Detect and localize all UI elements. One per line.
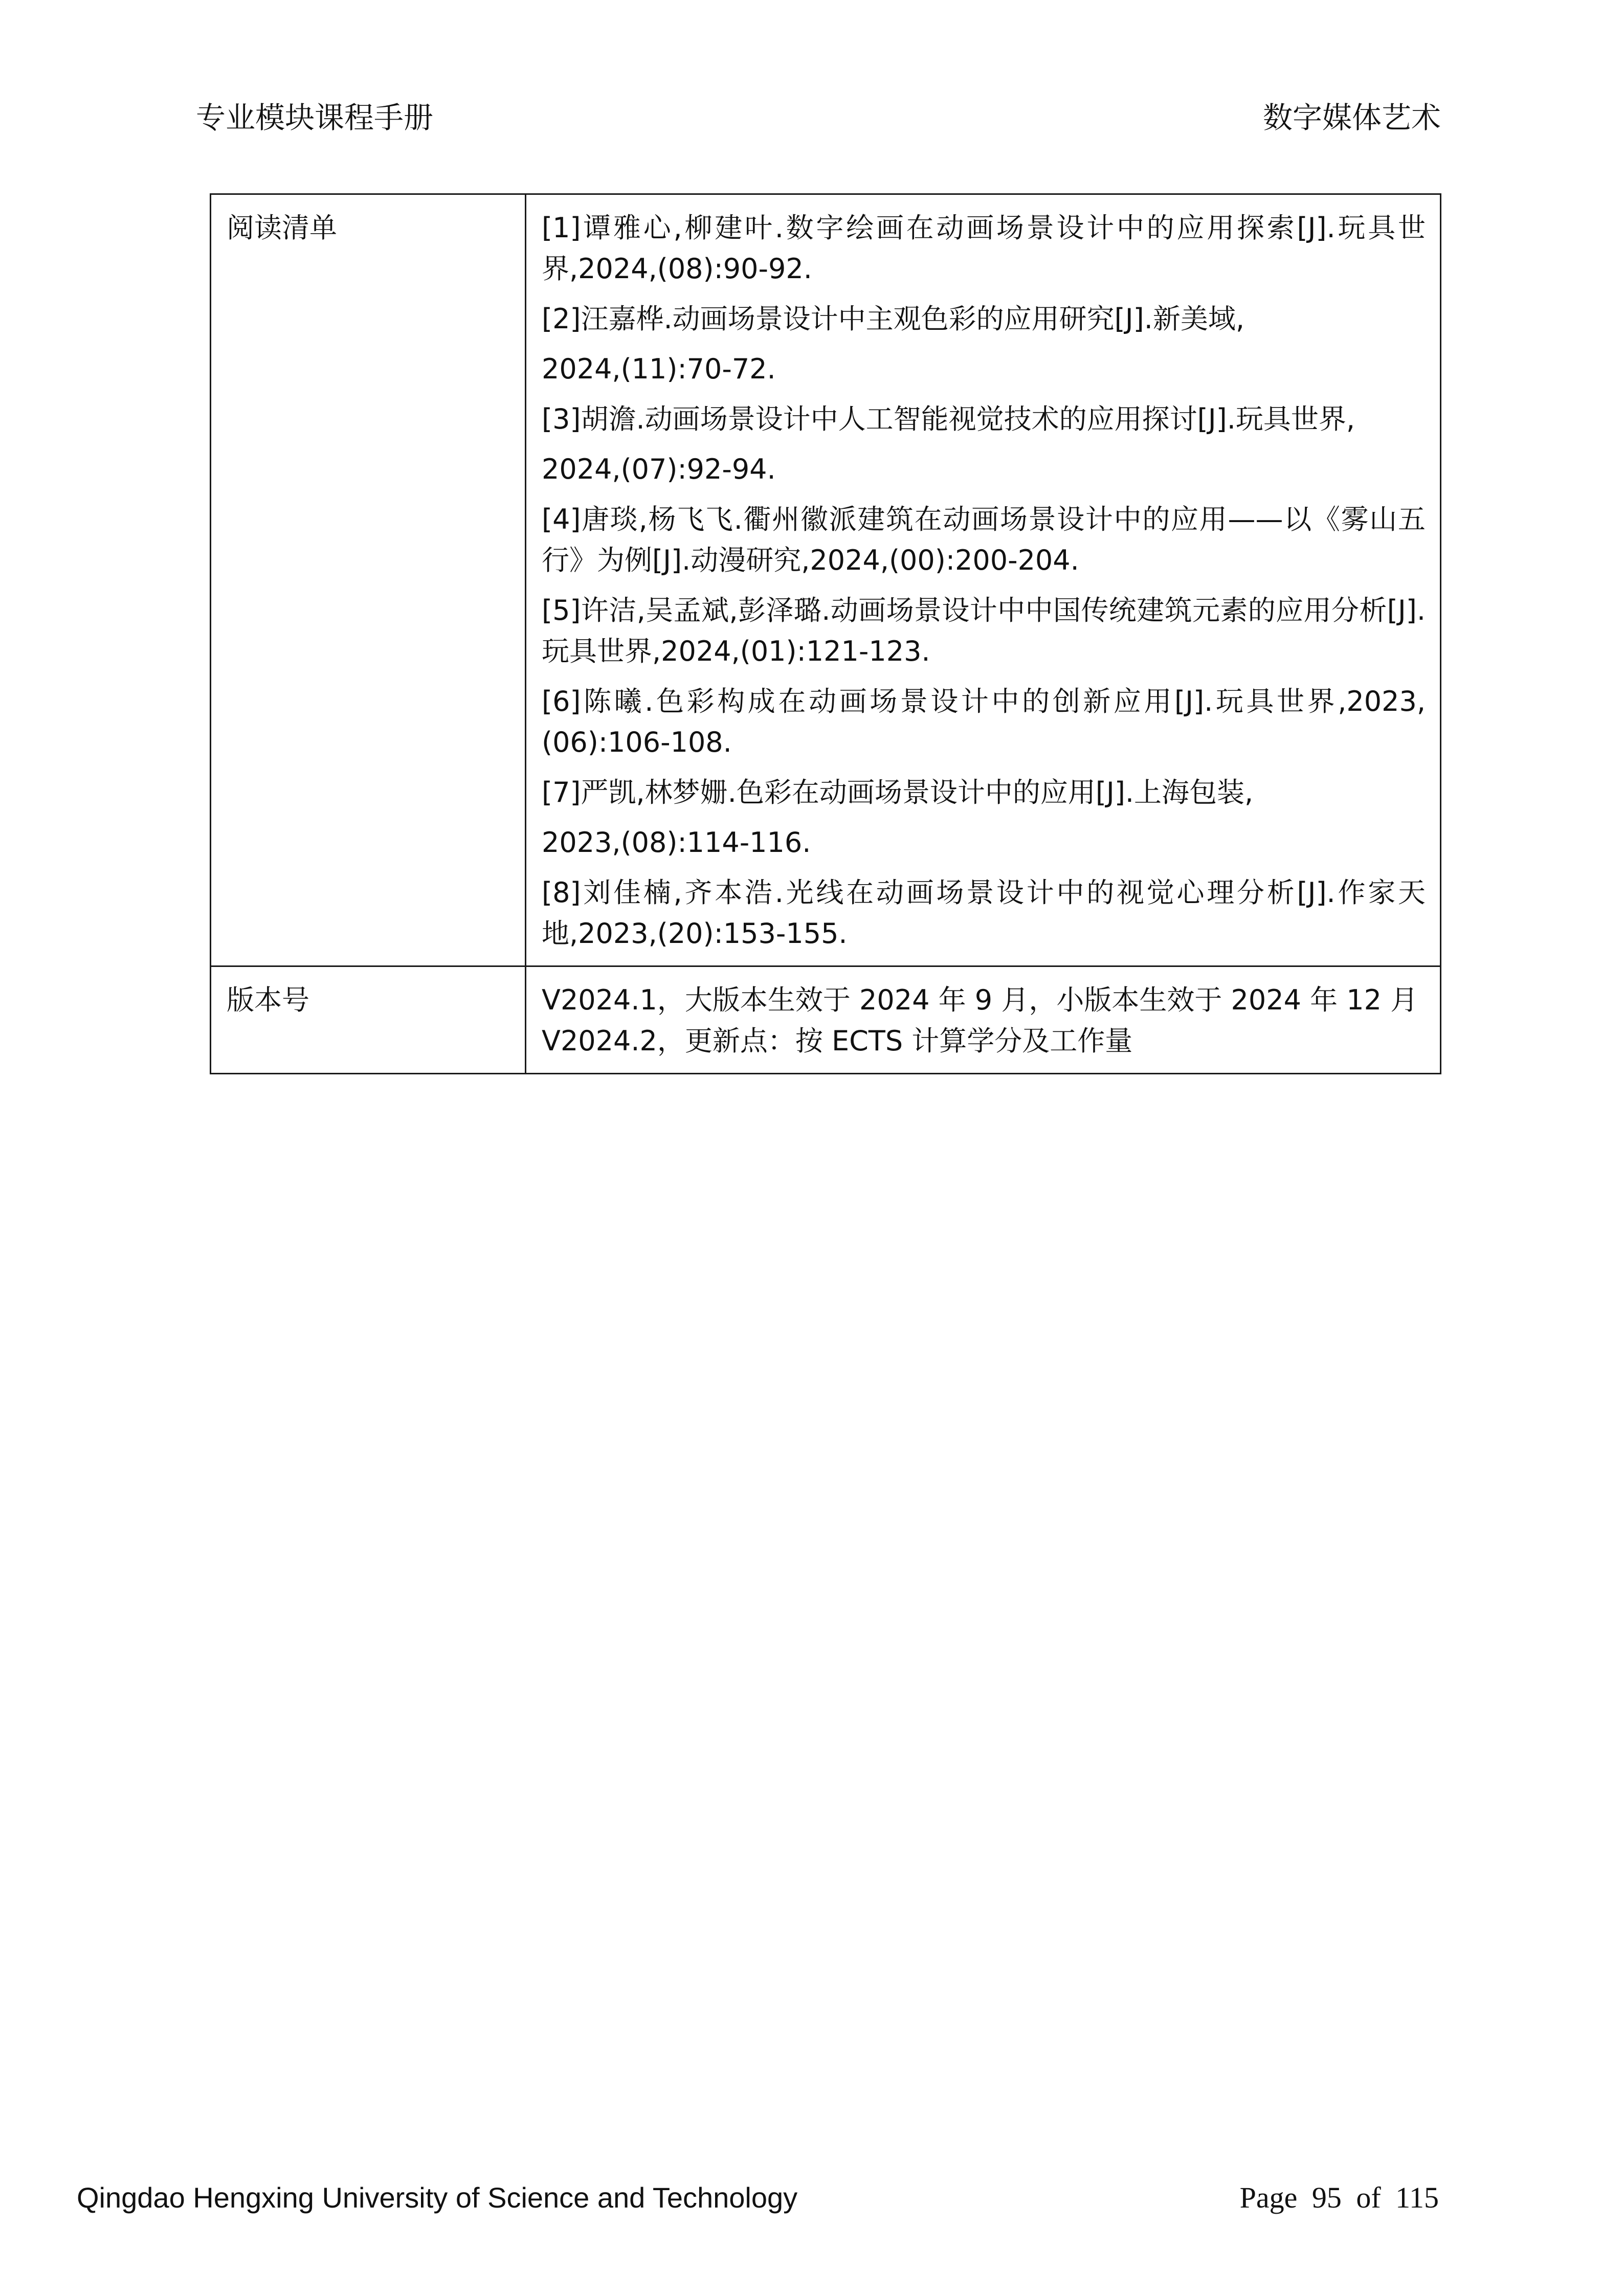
reference-text: [7]严凯,林梦姗.色彩在动画场景设计中的应用[J].上海包装, — [542, 776, 1254, 808]
reference-item-8 — [542, 872, 1426, 954]
reference-text: [2]汪嘉桦.动画场景设计中主观色彩的应用研究[J].新美域, — [542, 303, 1245, 335]
reference-continuation: 2024,(07):92-94. — [542, 453, 776, 485]
reference-item-7 — [542, 772, 1426, 863]
reading-list-row — [211, 194, 1441, 966]
reference-item-5 — [542, 590, 1426, 672]
reading-list-label: 阅读清单 — [211, 194, 526, 966]
course-info-table — [210, 193, 1441, 1074]
header-course-handbook: 专业模块课程手册 — [196, 100, 434, 135]
reference-text: [3]胡澹.动画场景设计中人工智能视觉技术的应用探讨[J].玩具世界, — [542, 403, 1355, 435]
reference-item-4 — [542, 499, 1426, 581]
footer-page-number: Page 95 of 115 — [1239, 2181, 1439, 2214]
reference-item-1 — [542, 208, 1426, 289]
reference-item-2 — [542, 299, 1426, 390]
version-line-2: V2024.2，更新点：按 ECTS 计算学分及工作量 — [542, 1025, 1133, 1057]
reference-continuation: 2024,(11):70-72. — [542, 353, 776, 385]
reference-text: [1]谭雅心,柳建叶.数字绘画在动画场景设计中的应用探索[J].玩具世界,2024,(08):90-92. — [542, 212, 1426, 285]
version-row — [211, 966, 1441, 1074]
footer-university-name: Qingdao Hengxing University of Science and Technology — [77, 2181, 798, 2214]
version-line-1: V2024.1，大版本生效于 2024 年 9 月，小版本生效于 2024 年 12 月 — [542, 984, 1418, 1016]
reference-text: [4]唐琰,杨飞飞.衢州徽派建筑在动画场景设计中的应用——以《雾山五行》为例[J].动漫研究,2024,(00):200-204. — [542, 503, 1426, 576]
header-major-name: 数字媒体艺术 — [1262, 100, 1441, 135]
reference-item-6 — [542, 681, 1426, 763]
reading-list-value — [526, 194, 1441, 966]
reference-text: [5]许洁,吴孟斌,彭泽璐.动画场景设计中中国传统建筑元素的应用分析[J].玩具世界,2024,(01):121-123. — [542, 594, 1426, 667]
version-value — [526, 966, 1441, 1074]
reference-continuation: 2023,(08):114-116. — [542, 826, 811, 859]
reference-text: [6]陈曦.色彩构成在动画场景设计中的创新应用[J].玩具世界,2023,(06):106-108. — [542, 685, 1426, 758]
version-label: 版本号 — [211, 966, 526, 1074]
reference-text: [8]刘佳楠,齐本浩.光线在动画场景设计中的视觉心理分析[J].作家天地,2023,(20):153-155. — [542, 876, 1426, 950]
reference-item-3 — [542, 399, 1426, 490]
